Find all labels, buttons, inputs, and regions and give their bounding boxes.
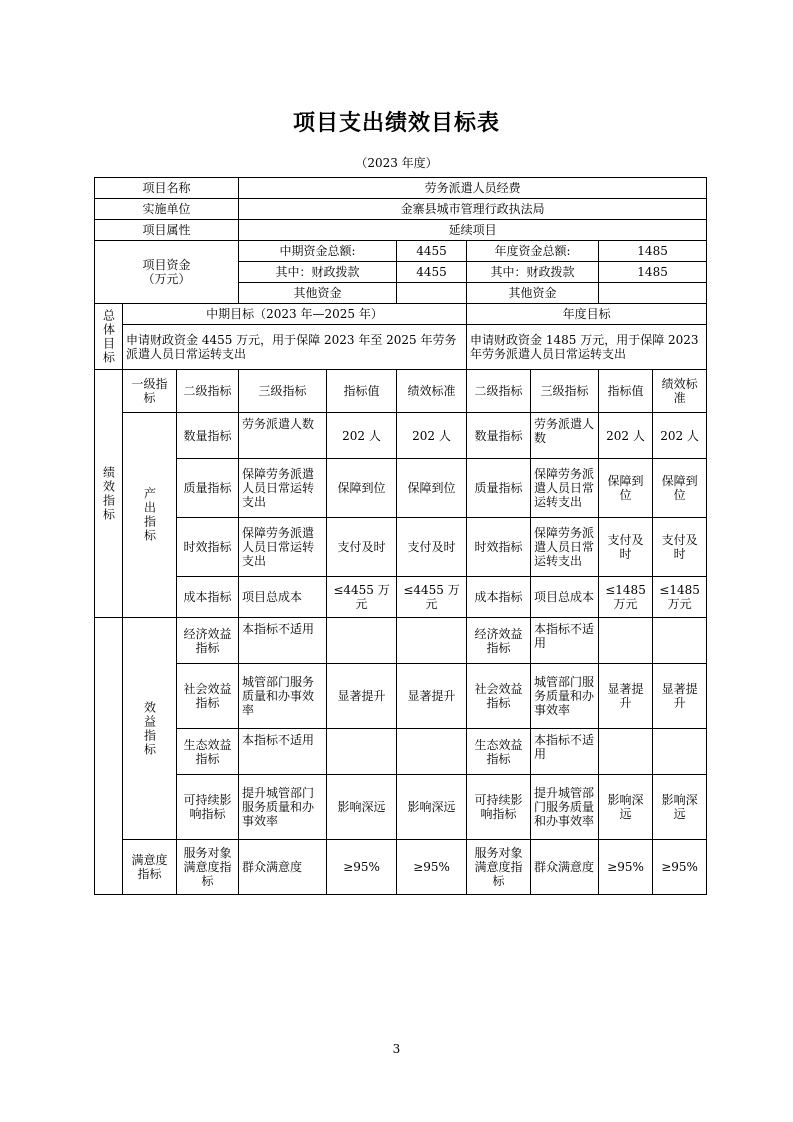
perf-label-spacer — [95, 618, 123, 895]
cost-l2b: 成本指标 — [467, 577, 531, 618]
header-l3b: 三级指标 — [531, 370, 599, 413]
cost-l3: 项目总成本 — [239, 577, 327, 618]
header-l2: 二级指标 — [177, 370, 239, 413]
sus-valueb: 影响深远 — [599, 775, 653, 840]
soc-l3: 城管部门服务质量和办事效率 — [239, 664, 327, 729]
env-l3b: 本指标不适用 — [531, 729, 599, 775]
cost-l3b: 项目总成本 — [531, 577, 599, 618]
sus-l2b: 可持续影响指标 — [467, 775, 531, 840]
header-l3: 三级指标 — [239, 370, 327, 413]
qual-value: 保障到位 — [327, 459, 397, 518]
mid-fiscal-label: 其中：财政拨款 — [239, 262, 397, 283]
overall-label: 总体目标 — [95, 304, 123, 370]
time-standard: 支付及时 — [397, 518, 467, 577]
time-l3: 保障劳务派遣人员日常运转支出 — [239, 518, 327, 577]
time-valueb: 支付及时 — [599, 518, 653, 577]
sat-valueb: ≥95% — [599, 840, 653, 895]
soc-valueb: 显著提升 — [599, 664, 653, 729]
sat-label: 满意度指标 — [123, 840, 177, 895]
header-standard: 绩效标准 — [397, 370, 467, 413]
cost-l2: 成本指标 — [177, 577, 239, 618]
sus-l2: 可持续影响指标 — [177, 775, 239, 840]
sat-standardb: ≥95% — [653, 840, 707, 895]
page-title: 项目支出绩效目标表 — [292, 110, 500, 136]
qual-standard: 保障到位 — [397, 459, 467, 518]
soc-l2b: 社会效益指标 — [467, 664, 531, 729]
perf-label: 绩效指标 — [95, 370, 123, 618]
eco-valueb — [599, 618, 653, 664]
soc-standard: 显著提升 — [397, 664, 467, 729]
year-fiscal-label: 其中：财政拨款 — [467, 262, 599, 283]
unit-value: 金寨县城市管理行政执法局 — [239, 199, 707, 220]
performance-table — [94, 177, 707, 895]
sus-value: 影响深远 — [327, 775, 397, 840]
qual-valueb: 保障到位 — [599, 459, 653, 518]
qty-standard: 202 人 — [397, 413, 467, 459]
mid-other — [397, 283, 467, 304]
qual-standardb: 保障到位 — [653, 459, 707, 518]
qual-l2b: 质量指标 — [467, 459, 531, 518]
header-l2b: 二级指标 — [467, 370, 531, 413]
benefit-label: 效益指标 — [123, 618, 177, 840]
mid-goal-label: 中期目标（2023 年—2025 年） — [123, 304, 467, 325]
year-total-label: 年度资金总额: — [467, 241, 599, 262]
eco-l2: 经济效益指标 — [177, 618, 239, 664]
sus-standard: 影响深远 — [397, 775, 467, 840]
year-label: （2023 年度） — [355, 156, 438, 170]
funds-unit: （万元） — [142, 272, 191, 286]
page-number: 3 — [392, 1042, 401, 1056]
year-other — [599, 283, 707, 304]
env-value — [327, 729, 397, 775]
time-l2: 时效指标 — [177, 518, 239, 577]
eco-value — [327, 618, 397, 664]
sat-l3: 群众满意度 — [239, 840, 327, 895]
cost-standard: ≤4455 万元 — [397, 577, 467, 618]
header-value: 指标值 — [327, 370, 397, 413]
header-l1: 一级指标 — [123, 370, 177, 413]
eco-l2b: 经济效益指标 — [467, 618, 531, 664]
sat-value: ≥95% — [327, 840, 397, 895]
soc-value: 显著提升 — [327, 664, 397, 729]
year-goal-label: 年度目标 — [467, 304, 707, 325]
soc-l3b: 城管部门服务质量和办事效率 — [531, 664, 599, 729]
qty-l3b: 劳务派遣人数 — [531, 413, 599, 459]
env-standard — [397, 729, 467, 775]
output-label: 产出指标 — [123, 413, 177, 618]
sus-l3: 提升城管部门服务质量和办事效率 — [239, 775, 327, 840]
qty-standardb: 202 人 — [653, 413, 707, 459]
sat-standard: ≥95% — [397, 840, 467, 895]
time-l3b: 保障劳务派遣人员日常运转支出 — [531, 518, 599, 577]
cost-value: ≤4455 万元 — [327, 577, 397, 618]
qty-l2: 数量指标 — [177, 413, 239, 459]
eco-l3b: 本指标不适用 — [531, 618, 599, 664]
soc-l2: 社会效益指标 — [177, 664, 239, 729]
unit-label: 实施单位 — [95, 199, 239, 220]
sus-l3b: 提升城管部门服务质量和办事效率 — [531, 775, 599, 840]
header-standardb: 绩效标准 — [653, 370, 707, 413]
mid-total: 4455 — [397, 241, 467, 262]
year-goal: 申请财政资金 1485 万元，用于保障 2023 年劳务派遣人员日常运转支出 — [467, 325, 707, 370]
year-fiscal: 1485 — [599, 262, 707, 283]
sat-l2b: 服务对象满意度指标 — [467, 840, 531, 895]
time-l2b: 时效指标 — [467, 518, 531, 577]
qty-valueb: 202 人 — [599, 413, 653, 459]
sus-standardb: 影响深远 — [653, 775, 707, 840]
eco-l3: 本指标不适用 — [239, 618, 327, 664]
attr-label: 项目属性 — [95, 220, 239, 241]
mid-goal: 申请财政资金 4455 万元，用于保障 2023 年至 2025 年劳务派遣人员日常运转支出 — [123, 325, 467, 370]
attr-value: 延续项目 — [239, 220, 707, 241]
env-l3: 本指标不适用 — [239, 729, 327, 775]
qual-l3: 保障劳务派遣人员日常运转支出 — [239, 459, 327, 518]
year-total: 1485 — [599, 241, 707, 262]
mid-total-label: 中期资金总额: — [239, 241, 397, 262]
time-standardb: 支付及时 — [653, 518, 707, 577]
eco-standard — [397, 618, 467, 664]
qty-l2b: 数量指标 — [467, 413, 531, 459]
mid-other-label: 其他资金 — [239, 283, 397, 304]
qty-value: 202 人 — [327, 413, 397, 459]
env-standardb — [653, 729, 707, 775]
sat-l3b: 群众满意度 — [531, 840, 599, 895]
funds-label-text: 项目资金 — [142, 258, 191, 272]
sat-l2: 服务对象满意度指标 — [177, 840, 239, 895]
qual-l3b: 保障劳务派遣人员日常运转支出 — [531, 459, 599, 518]
qty-l3: 劳务派遣人数 — [239, 413, 327, 459]
header-valueb: 指标值 — [599, 370, 653, 413]
eco-standardb — [653, 618, 707, 664]
env-l2: 生态效益指标 — [177, 729, 239, 775]
cost-standardb: ≤1485万元 — [653, 577, 707, 618]
mid-fiscal: 4455 — [397, 262, 467, 283]
env-l2b: 生态效益指标 — [467, 729, 531, 775]
soc-standardb: 显著提升 — [653, 664, 707, 729]
project-name-label: 项目名称 — [95, 178, 239, 199]
cost-valueb: ≤1485万元 — [599, 577, 653, 618]
project-name: 劳务派遣人员经费 — [239, 178, 707, 199]
time-value: 支付及时 — [327, 518, 397, 577]
year-other-label: 其他资金 — [467, 283, 599, 304]
qual-l2: 质量指标 — [177, 459, 239, 518]
env-valueb — [599, 729, 653, 775]
funds-label — [95, 241, 239, 304]
